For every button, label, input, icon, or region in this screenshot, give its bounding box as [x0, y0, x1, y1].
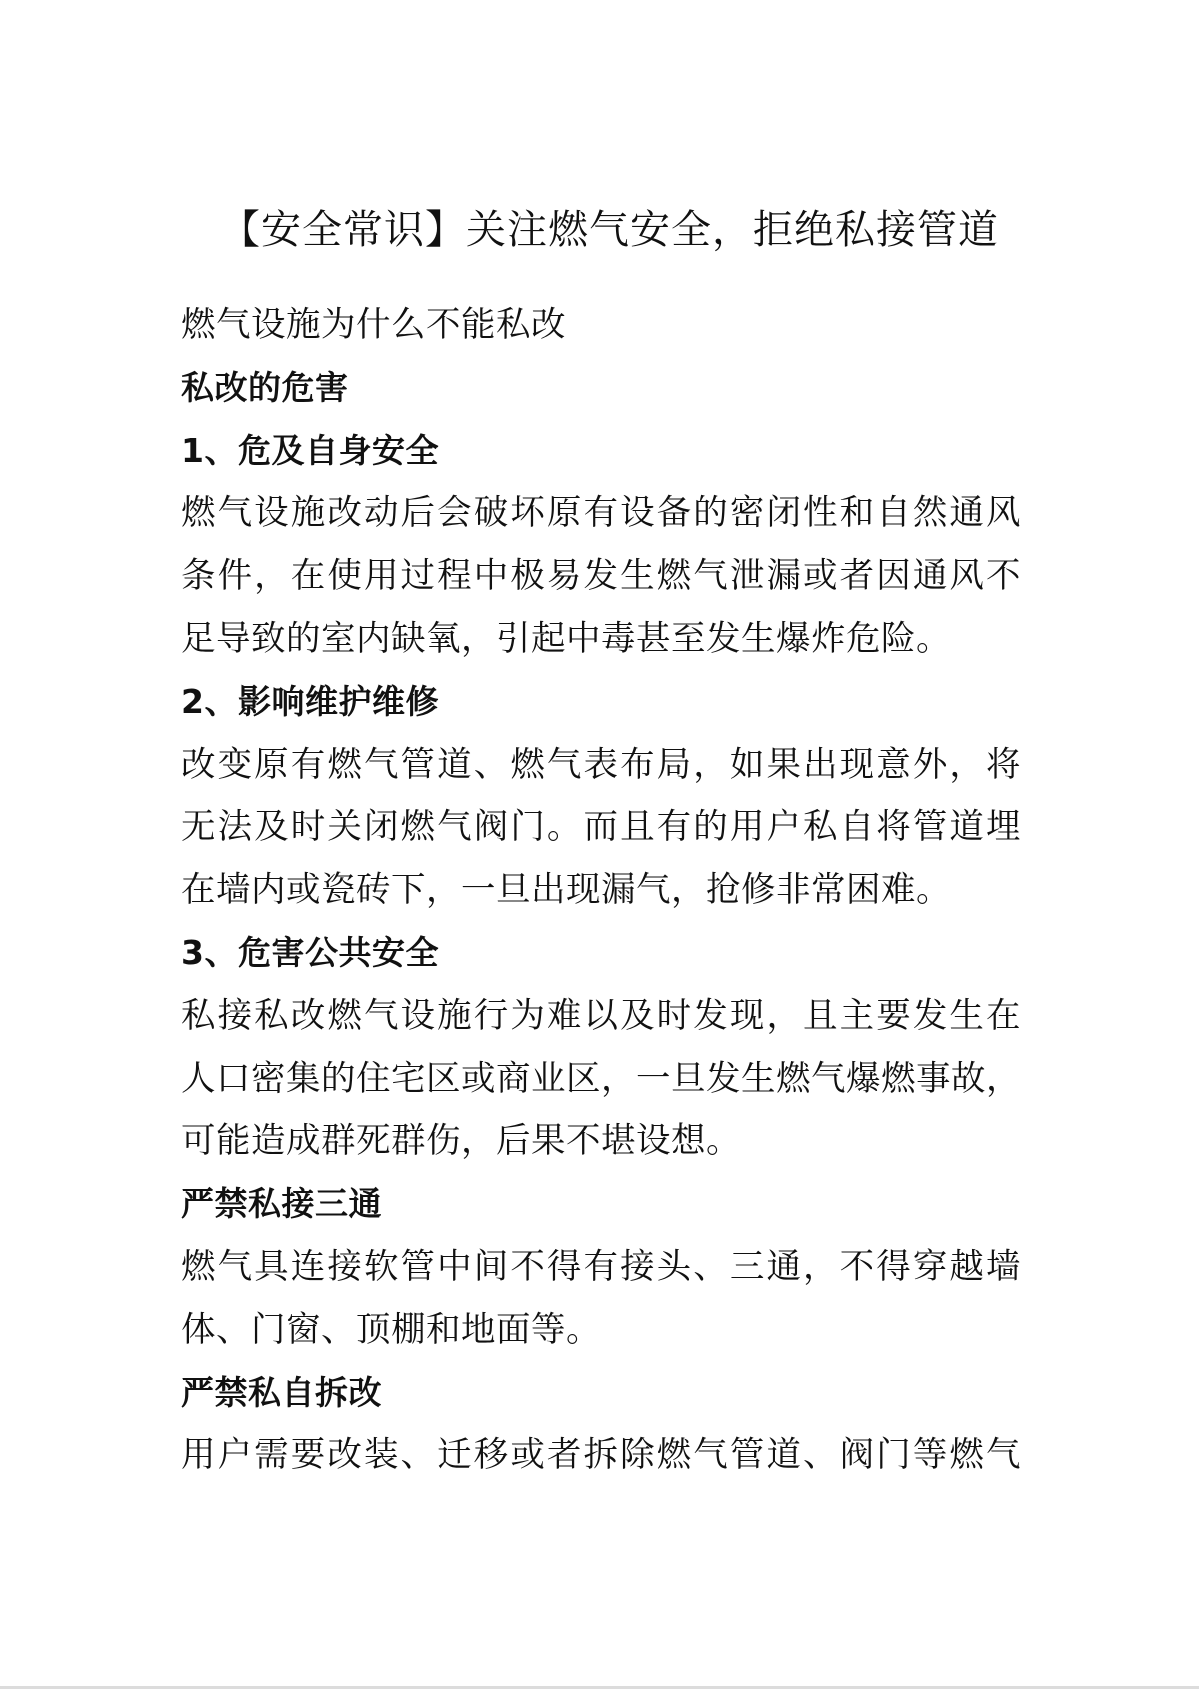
paragraph-line: 条件，在使用过程中极易发生燃气泄漏或者因通风不 [181, 556, 1021, 597]
paragraph-line: 可能造成群死群伤，后果不堪设想。 [181, 1121, 741, 1162]
paragraph-line: 足导致的室内缺氧，引起中毒甚至发生爆炸危险。 [181, 618, 951, 659]
section-heading-tee: 严禁私接三通 [181, 1184, 382, 1224]
paragraph-line: 用户需要改装、迁移或者拆除燃气管道、阀门等燃气 [181, 1435, 1021, 1476]
document-subtitle: 燃气设施为什么不能私改 [181, 305, 566, 345]
item-heading-public-safety: 3、危害公共安全 [181, 932, 439, 972]
item-heading-self-safety: 1、危及自身安全 [181, 430, 439, 470]
section-heading-harm: 私改的危害 [181, 367, 349, 407]
paragraph-line: 在墙内或瓷砖下，一旦出现漏气，抢修非常困难。 [181, 870, 951, 911]
paragraph-line: 人口密集的住宅区或商业区，一旦发生燃气爆燃事故， [181, 1058, 1021, 1099]
paragraph-line: 体、门窗、顶棚和地面等。 [181, 1309, 601, 1350]
document-body [181, 294, 1021, 1487]
document-title: 【安全常识】关注燃气安全，拒绝私接管道 [220, 207, 999, 253]
paragraph-line: 改变原有燃气管道、燃气表布局，如果出现意外，将 [181, 744, 1021, 785]
paragraph-line: 燃气设施改动后会破坏原有设备的密闭性和自然通风 [181, 493, 1021, 534]
paragraph-line: 燃气具连接软管中间不得有接头、三通，不得穿越墙 [181, 1246, 1021, 1287]
paragraph-line: 私接私改燃气设施行为难以及时发现，且主要发生在 [181, 995, 1021, 1036]
section-heading-dismantle: 严禁私自拆改 [181, 1372, 382, 1412]
paragraph-line: 无法及时关闭燃气阀门。而且有的用户私自将管道埋 [181, 807, 1021, 848]
item-heading-maintenance: 2、影响维护维修 [181, 681, 439, 721]
